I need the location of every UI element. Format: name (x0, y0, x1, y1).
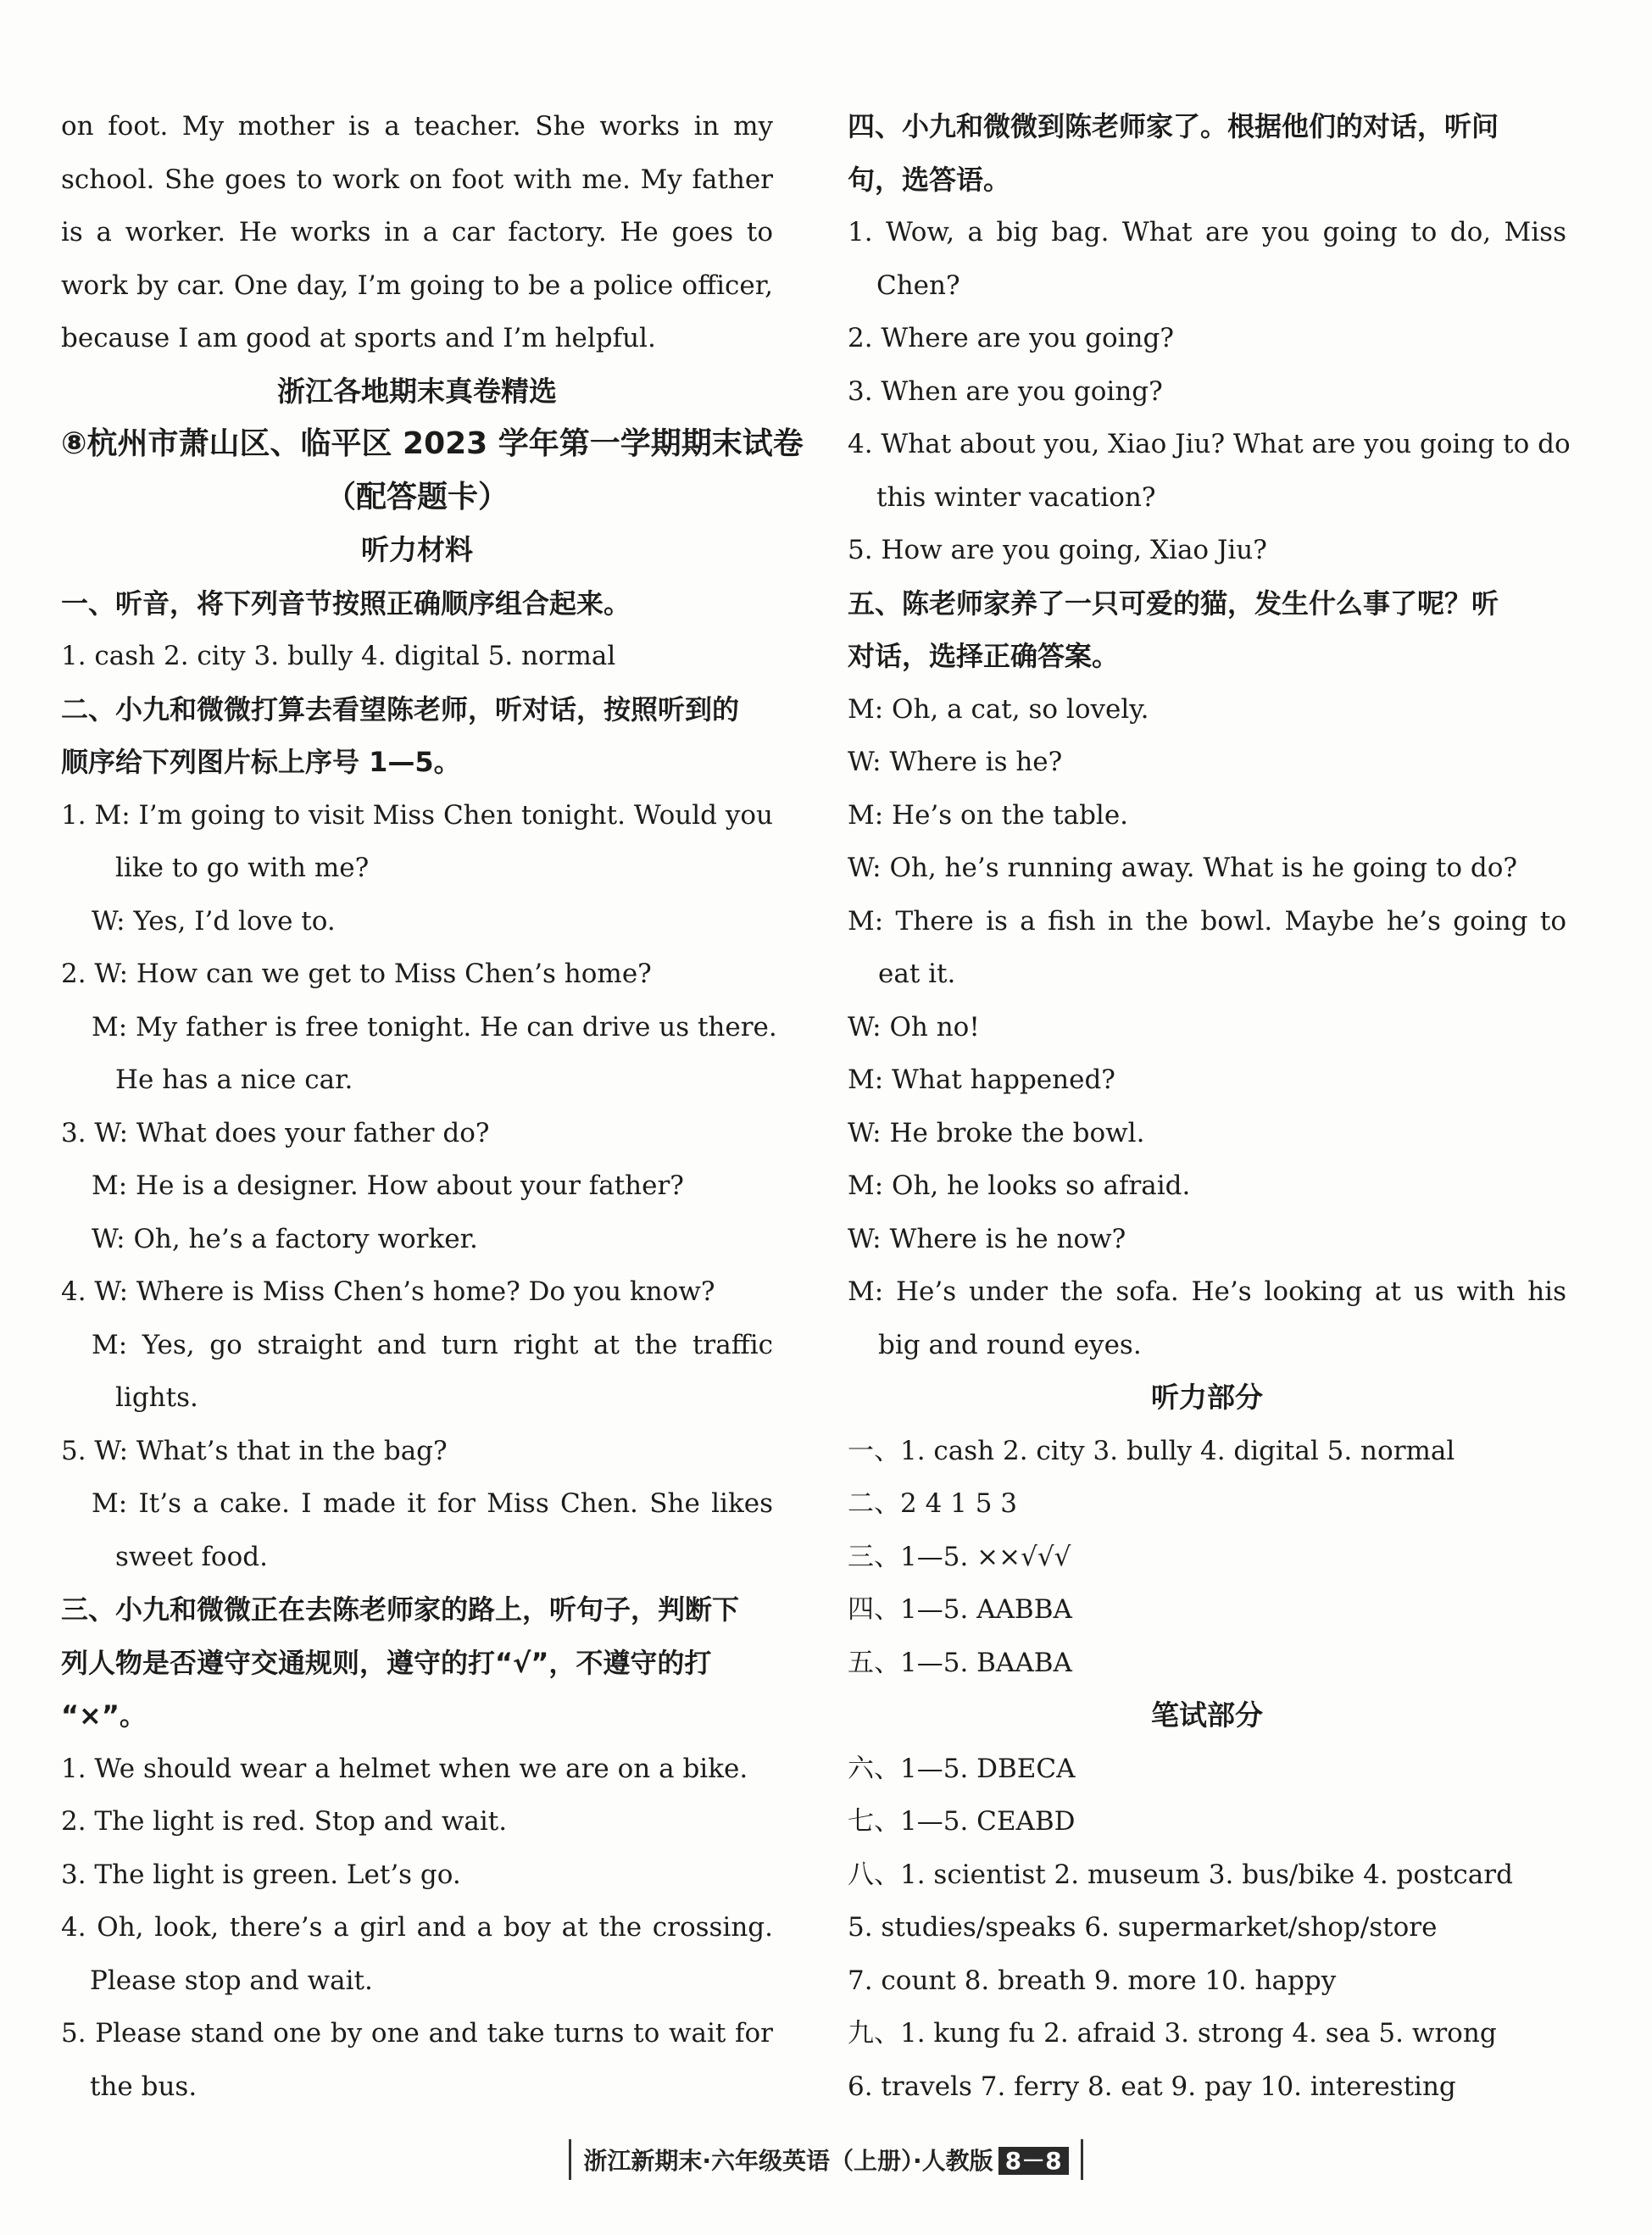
text-line: 五、陈老师家养了一只可爱的猫，发生什么事了呢？听 (848, 587, 1499, 620)
text-line: 1. cash 2. city 3. bully 4. digital 5. normal (61, 641, 616, 671)
text-line: “×”。 (61, 1699, 147, 1732)
text-line: W: Yes, I’d love to. (92, 905, 336, 937)
text-line: （配答题卡） (325, 479, 509, 514)
text-line: W: Oh, he’s running away. What is he going to do? (848, 853, 1518, 883)
text-line: sweet food. (115, 1541, 268, 1572)
text-line: W: Where is he? (848, 747, 1063, 777)
text-line: 笔试部分 (1151, 1698, 1263, 1732)
right-column (848, 100, 1571, 2113)
footer-title: 浙江新期末·六年级英语（上册）·人教版 (583, 2147, 993, 2175)
text-line: M: Oh, a cat, so lovely. (848, 693, 1149, 725)
text-line: 4. What about you, Xiao Jiu? What are you going to do (848, 429, 1571, 459)
text-line: He has a nice car. (115, 1065, 353, 1095)
text-line: 八、1. scientist 2. museum 3. bus/bike 4. postcard (848, 1859, 1513, 1890)
text-line: W: Oh, he’s a factory worker. (92, 1223, 478, 1254)
text-line: 4. W: Where is Miss Chen’s home? Do you know? (61, 1276, 715, 1307)
text-line: 2. W: How can we get to Miss Chen’s home? (61, 959, 652, 989)
text-line: 3. The light is green. Let’s go. (61, 1859, 461, 1890)
text-line: 3. W: What does your father do? (61, 1117, 490, 1148)
text-line: 听力材料 (361, 533, 473, 566)
text-line: the bus. (90, 2071, 197, 2102)
text-line: lights. (115, 1382, 198, 1413)
text-line: 列人物是否遵守交通规则，遵守的打“√”，不遵守的打 (61, 1646, 712, 1679)
left-column (61, 100, 804, 2113)
text-line: 一、1. cash 2. city 3. bully 4. digital 5. normal (848, 1435, 1455, 1466)
text-line: M: He is a designer. How about your father? (92, 1170, 684, 1201)
text-line: 5. Please stand one by one and take turns to wait for (61, 2018, 773, 2049)
text-line: 句，选答语。 (848, 163, 1011, 196)
text-line: 三、1—5. ××√√√ (848, 1541, 1071, 1572)
text-line: W: Oh no! (848, 1011, 980, 1042)
text-line: M: There is a fish in the bowl. Maybe he’s going to (848, 905, 1566, 937)
text-line: 七、1—5. CEABD (848, 1806, 1076, 1837)
text-line: 五、1—5. BAABA (848, 1647, 1072, 1678)
text-line: 顺序给下列图片标上序号 1—5。 (61, 746, 461, 778)
text-line: this winter vacation? (876, 481, 1156, 513)
text-line: 1. M: I’m going to visit Miss Chen tonight. Would you (61, 799, 773, 831)
text-line: 2. The light is red. Stop and wait. (61, 1806, 508, 1837)
text-line: W: He broke the bowl. (848, 1117, 1145, 1148)
text-line: like to go with me? (115, 853, 370, 883)
text-line: 4. Oh, look, there’s a girl and a boy at the crossing. (61, 1912, 773, 1943)
text-line: Chen? (876, 270, 960, 301)
text-line: M: He’s under the sofa. He’s looking at us with his (848, 1276, 1566, 1307)
text-line: M: What happened? (848, 1065, 1115, 1095)
text-line: M: He’s on the table. (848, 799, 1129, 831)
text-line: M: It’s a cake. I made it for Miss Chen. She likes (92, 1488, 773, 1519)
text-line: school. She goes to work on foot with me. My father (61, 164, 773, 195)
text-line: big and round eyes. (878, 1329, 1142, 1360)
text-line: Please stop and wait. (90, 1965, 373, 1996)
text-line: 四、小九和微微到陈老师家了。根据他们的对话，听问 (848, 110, 1499, 142)
text-line: 三、小九和微微正在去陈老师家的路上，听句子，判断下 (61, 1593, 740, 1626)
text-line: 2. Where are you going? (848, 323, 1174, 353)
text-line: 5. studies/speaks 6. supermarket/shop/store (848, 1912, 1438, 1943)
text-line: 5. W: What’s that in the bag? (61, 1435, 448, 1466)
text-line: on foot. My mother is a teacher. She works in my (61, 111, 773, 142)
text-line: because I am good at sports and I’m helpful. (61, 323, 656, 353)
text-line: 3. When are you going? (848, 375, 1163, 407)
text-line: M: Oh, he looks so afraid. (848, 1170, 1191, 1201)
text-line: 对话，选择正确答案。 (848, 640, 1120, 672)
text-line: 六、1—5. DBECA (848, 1753, 1076, 1784)
text-line: M: Yes, go straight and turn right at the traffic (92, 1329, 773, 1360)
text-line: work by car. One day, I’m going to be a police officer, (61, 270, 773, 301)
page-number: 8－8 (998, 2147, 1069, 2175)
text-line: 二、小九和微微打算去看望陈老师，听对话，按照听到的 (61, 692, 740, 726)
text-line: M: My father is free tonight. He can drive us there. (92, 1011, 777, 1042)
text-line: 7. count 8. breath 9. more 10. happy (848, 1965, 1337, 1996)
text-line: 听力部分 (1151, 1381, 1263, 1414)
page-footer (0, 2139, 1652, 2180)
text-line: 浙江各地期末真卷精选 (277, 374, 557, 408)
text-line: 一、听音，将下列音节按照正确顺序组合起来。 (61, 587, 631, 620)
text-line: 四、1—5. AABBA (848, 1594, 1072, 1625)
text-line: 九、1. kung fu 2. afraid 3. strong 4. sea 5. wrong (848, 2018, 1497, 2049)
text-line: 1. Wow, a big bag. What are you going to do, Miss (848, 217, 1566, 247)
text-line: ⑧杭州市萧山区、临平区 2023 学年第一学期期末试卷 (61, 426, 804, 461)
text-line: 5. How are you going, Xiao Jiu? (848, 535, 1267, 565)
text-line: W: Where is he now? (848, 1223, 1126, 1254)
text-line: 6. travels 7. ferry 8. eat 9. pay 10. interesting (848, 2071, 1456, 2102)
text-line: 二、2 4 1 5 3 (848, 1488, 1018, 1519)
text-line: 1. We should wear a helmet when we are on a bike. (61, 1753, 748, 1784)
text-line: eat it. (878, 959, 956, 989)
text-line: is a worker. He works in a car factory. He goes to (61, 217, 773, 247)
